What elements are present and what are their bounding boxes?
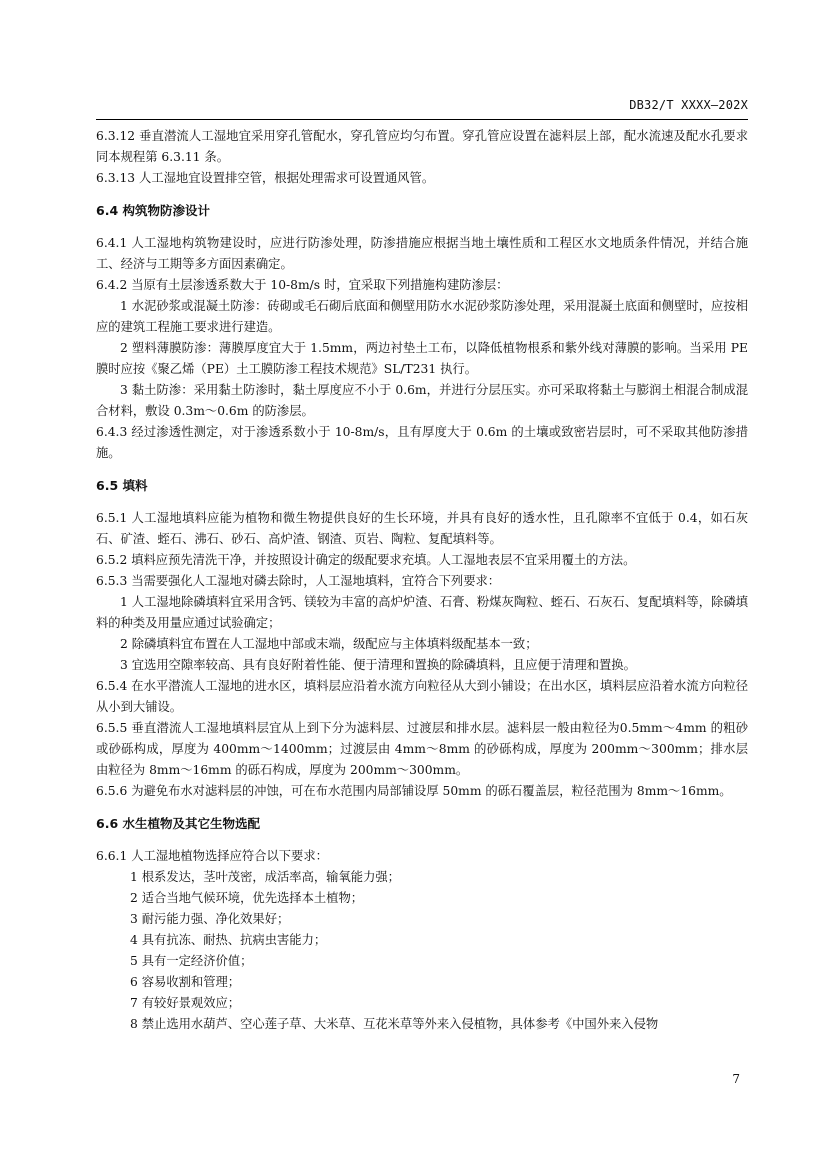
list-item: 3 宜选用空隙率较高、具有良好附着性能、便于清理和置换的除磷填料，且应便于清理和置换。 [120, 658, 636, 672]
paragraph-6-4-3: 6.4.3 经过渗透性测定，对于渗透系数小于 10-8m/s，且有厚度大于 0.6m 的土壤或致密岩层时，可不采取其他防渗措施。 [96, 425, 748, 460]
list-item: 5 具有一定经济价值； [130, 954, 253, 968]
paragraph-6-3-13: 6.3.13 人工湿地宜设置排空管，根据处理需求可设置通风管。 [96, 171, 435, 185]
header-rule [96, 119, 748, 120]
paragraph-6-4-1: 6.4.1 人工湿地构筑物建设时，应进行防渗处理，防渗措施应根据当地土壤性质和工程区水文地质条件情况，并结合施工、经济与工期等多方面因素确定。 [96, 236, 748, 271]
list-item: 7 有较好景观效应； [130, 996, 241, 1010]
paragraph-6-3-12: 6.3.12 垂直潜流人工湿地宜采用穿孔管配水，穿孔管应均匀布置。穿孔管应设置在滤料层上部，配水流速及配水孔要求同本规程第 6.3.11 条。 [96, 129, 748, 164]
list-item: 3 黏土防渗：采用黏土防渗时，黏土厚度应不小于 0.6m，并进行分层压实。亦可采取将黏土与膨润土相混合制成混合材料，敷设 0.3m～0.6m 的防渗层。 [96, 383, 748, 418]
paragraph-6-5-5: 6.5.5 垂直潜流人工湿地填料层宜从上到下分为滤料层、过渡层和排水层。滤料层一般由粒径为0.5mm～4mm 的粗砂或砂砾构成，厚度为 400mm～1400mm；过渡层由 4mm～8mm 的砂砾构成，厚度为 200mm～300mm；排水层由粒径为 8mm～16mm 的砾石构成，厚度为 200mm～300mm。 [96, 721, 748, 777]
paragraph-6-5-2: 6.5.2 填料应预先清洗干净，并按照设计确定的级配要求充填。人工湿地表层不宜采用覆土的方法。 [96, 553, 636, 567]
plant-requirements-list [96, 867, 748, 1035]
page-number: 7 [732, 1072, 740, 1086]
list-item: 1 人工湿地除磷填料宜采用含钙、镁较为丰富的高炉炉渣、石膏、粉煤灰陶粒、蛭石、石灰石、复配填料等，除磷填料的种类及用量应通过试验确定； [96, 595, 748, 630]
section-heading-6-6: 6.6 水生植物及其它生物选配 [96, 816, 260, 831]
list-item: 3 耐污能力强、净化效果好； [130, 912, 290, 926]
list-item: 2 适合当地气候环境，优先选择本土植物； [130, 891, 364, 905]
list-item: 4 具有抗冻、耐热、抗病虫害能力； [130, 933, 327, 947]
paragraph-6-6-1: 6.6.1 人工湿地植物选择应符合以下要求： [96, 849, 328, 863]
paragraph-6-5-3: 6.5.3 当需要强化人工湿地对磷去除时，人工湿地填料，宜符合下列要求： [96, 574, 501, 588]
list-item: 8 禁止选用水葫芦、空心莲子草、大米草、互花米草等外来入侵植物，具体参考《中国外来入侵物 [130, 1017, 659, 1031]
list-item: 1 根系发达，茎叶茂密，成活率高，输氧能力强； [130, 870, 400, 884]
paragraph-6-5-6: 6.5.6 为避免布水对滤料层的冲蚀，可在布水范围内局部铺设厚 50mm 的砾石覆盖层，粒径范围为 8mm～16mm。 [96, 784, 732, 798]
section-heading-6-4: 6.4 构筑物防渗设计 [96, 203, 210, 218]
list-item: 2 塑料薄膜防渗：薄膜厚度宜大于 1.5mm，两边衬垫土工布，以降低植物根系和紫外线对薄膜的影响。当采用 PE 膜时应按《聚乙烯（PE）土工膜防渗工程技术规范》SL/T231 执行。 [96, 341, 748, 376]
list-item: 2 除磷填料宜布置在人工湿地中部或末端，级配应与主体填料级配基本一致； [120, 637, 538, 651]
page-content [96, 126, 748, 1035]
paragraph-6-5-4: 6.5.4 在水平潜流人工湿地的进水区，填料层应沿着水流方向粒径从大到小铺设；在出水区，填料层应沿着水流方向粒径从小到大铺设。 [96, 679, 748, 714]
document-code-header: DB32/T XXXX—202X [629, 98, 748, 112]
paragraph-6-5-1: 6.5.1 人工湿地填料应能为植物和微生物提供良好的生长环境，并具有良好的透水性，且孔隙率不宜低于 0.4，如石灰石、矿渣、蛭石、沸石、砂石、高炉渣、钢渣、页岩、陶粒、复配填料等。 [96, 511, 748, 546]
list-item: 1 水泥砂浆或混凝土防渗：砖砌或毛石砌后底面和侧壁用防水水泥砂浆防渗处理，采用混凝土底面和侧壁时，应按相应的建筑工程施工要求进行建造。 [96, 299, 748, 334]
section-heading-6-5: 6.5 填料 [96, 478, 148, 493]
list-item: 6 容易收割和管理； [130, 975, 241, 989]
paragraph-6-4-2: 6.4.2 当原有土层渗透系数大于 10-8m/s 时，宜采取下列措施构建防渗层： [96, 278, 509, 292]
